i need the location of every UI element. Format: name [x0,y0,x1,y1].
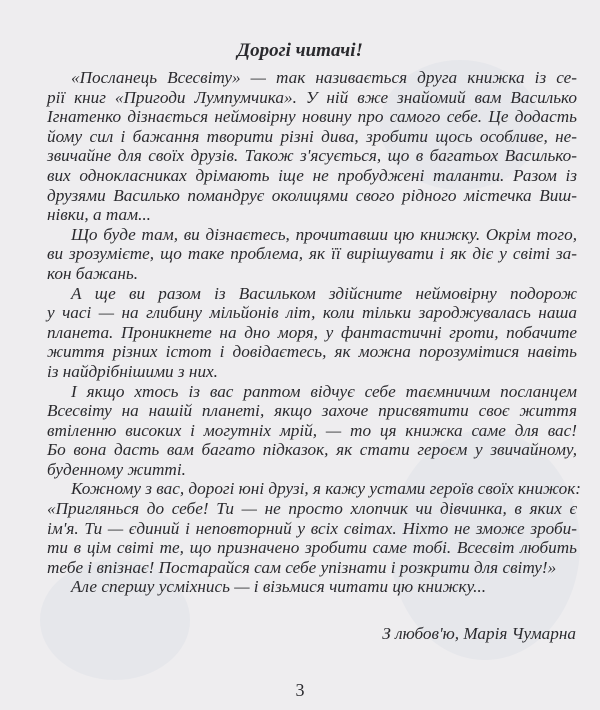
text-line: Ігнатенко дізнається неймовірну новину про самого себе. Це додасть [47,107,577,127]
text-line: нівки, а там... [47,205,151,225]
text-line: ім'я. Ти — єдиний і неповторний у всіх світах. Ніхто не зможе зроби- [47,518,577,538]
page-title: Дорогі читачі! [237,40,363,61]
text-line: Кожному з вас, дорогі юні друзі, я кажу устами героїв своїх книжок: [71,479,581,499]
text-line: йому сил і бажання творити різні дива, зробити щось особливе, не- [47,126,577,146]
text-line: у часі — на глибину мільйонів літ, коли тільки зароджувалась наша [47,303,577,323]
paragraph [47,577,577,597]
text-line: «Посланець Всесвіту» — так називається друга книжка із се- [71,68,577,87]
text-line: звичайне для своїх друзів. Також з'ясується, що в багатьох Василько- [47,146,577,166]
text-line: із найдрібнішими з них. [47,361,218,381]
text-line: друзями Василько помандрує околицями свого рідного містечка Виш- [47,185,577,205]
paragraph [47,284,577,382]
paragraph [47,225,577,284]
text-line: тебе і впізнає! Постарайся сам себе упізнати і розкрити для світу!» [47,557,557,577]
text-line: Бо вона дасть вам багато підказок, як стати героєм у звичайному, [47,440,577,460]
text-line: Всесвіту на нашій планеті, якщо захоче присвятити своє життя [47,401,577,421]
body-text [47,68,581,597]
text-line: кон бажань. [47,263,139,283]
page-number: 3 [295,680,305,700]
paragraph [47,68,577,225]
text-line: Що буде там, ви дізнаєтесь, прочитавши цю книжку. Окрім того, [71,224,577,244]
text-line: «Приглянься до себе! Ти — не просто хлопчик чи дівчинка, в яких є [47,499,577,519]
text-line: буденному житті. [47,459,186,479]
text-line: ви зрозумієте, що таке проблема, як її вирішувати і як діє у світі за- [47,244,577,264]
text-line: втіленню високих і могутніх мрій, — то ця книжка саме для вас! [47,420,577,440]
text-line: ти в цім світі те, що призначено зробити саме тобі. Всесвіт любить [47,538,577,558]
text-line: рії книг «Пригоди Лумпумчика». У ній вже знайомий вам Василько [47,87,577,107]
paragraph [47,382,577,480]
text-line: життя різних істот і довідаєтесь, як можна порозумітися навіть [47,342,577,362]
text-line: планета. Проникнете на дно моря, у фантастичні гроти, побачите [47,322,577,342]
signature: З любов'ю, Марія Чумарна [382,624,576,643]
text-line: вих однокласниках дрімають іще не пробуджені таланти. Разом із [47,165,577,185]
text-line: А ще ви разом із Васильком здійсните неймовірну подорож [71,283,577,303]
text-line: І якщо хтось із вас раптом відчує себе таємничим посланцем [71,381,577,401]
paragraph [47,479,581,577]
text-line: Але спершу усміхнись — і візьмися читати цю книжку... [71,577,487,597]
